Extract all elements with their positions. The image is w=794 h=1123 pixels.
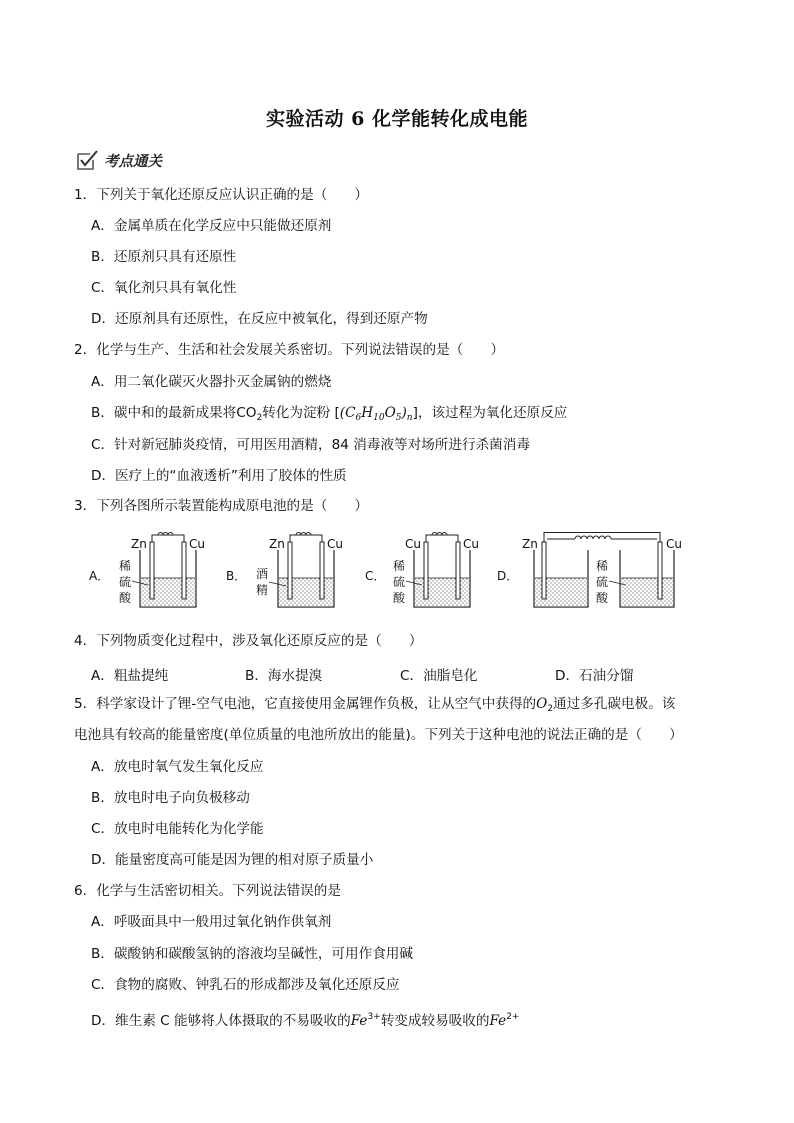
svg-text:酸: 酸 xyxy=(119,591,132,605)
svg-text:Cu: Cu xyxy=(405,537,421,551)
svg-text:酸: 酸 xyxy=(596,591,609,605)
question-5-option-b: B．放电时电子向负极移动 xyxy=(91,790,250,806)
question-2-option-c: C．针对新冠肺炎疫情，可用医用酒精，84 消毒液等对场所进行杀菌消毒 xyxy=(91,437,530,453)
svg-text:硫: 硫 xyxy=(596,575,609,589)
question-5-stem-line-2: 电池具有较高的能量密度(单位质量的电池所放出的能量)。下列关于这种电池的说法正确的是（ ） xyxy=(74,727,683,743)
svg-text:Zn: Zn xyxy=(522,537,538,551)
question-4-option-c: C．油脂皂化 xyxy=(400,668,478,684)
question-6-stem: 6．化学与生活密切相关。下列说法错误的是 xyxy=(74,883,341,899)
starch-formula: $(C_6H_{10}O_5)_n$ xyxy=(339,405,413,423)
question-5-option-d: D．能量密度高可能是因为锂的相对原子质量小 xyxy=(91,852,374,868)
question-4-option-d: D．石油分馏 xyxy=(555,668,634,684)
svg-text:稀: 稀 xyxy=(119,559,132,573)
question-1-option-d: D．还原剂具有还原性，在反应中被氧化，得到还原产物 xyxy=(91,311,428,327)
svg-text:Cu: Cu xyxy=(463,537,479,551)
svg-text:Cu: Cu xyxy=(327,537,343,551)
question-4-stem: 4．下列物质变化过程中，涉及氧化还原反应的是（ ） xyxy=(74,633,423,649)
svg-text:Cu: Cu xyxy=(189,537,205,551)
svg-text:稀: 稀 xyxy=(393,559,406,573)
question-6-option-d: D．维生素 C 能够将人体摄取的不易吸收的$Fe^{3+}$转变成较易吸收的$Fe^{2+}$ xyxy=(91,1012,520,1029)
question-1-option-c: C．氧化剂只具有氧化性 xyxy=(91,280,237,296)
section-label: 考点通关 xyxy=(104,153,162,170)
question-3-stem: 3．下列各图所示装置能构成原电池的是（ ） xyxy=(74,498,369,514)
svg-text:稀: 稀 xyxy=(596,559,609,573)
checklist-icon xyxy=(74,148,100,172)
question-6-option-b: B．碳酸钠和碳酸氢钠的溶液均呈碱性，可用作食用碱 xyxy=(91,946,413,962)
svg-text:A．: A． xyxy=(89,569,110,583)
question-2-option-d: D．医疗上的“血液透析”利用了胶体的性质 xyxy=(91,468,347,484)
question-1-option-a: A．金属单质在化学反应中只能做还原剂 xyxy=(91,218,332,234)
svg-text:C．: C． xyxy=(365,569,386,583)
question-6-option-a: A．呼吸面具中一般用过氧化钠作供氧剂 xyxy=(91,914,332,930)
page-title: 实验活动 6 化学能转化成电能 xyxy=(266,108,528,130)
question-5-option-a: A．放电时氧气发生氧化反应 xyxy=(91,759,264,775)
question-1-option-b: B．还原剂只具有还原性 xyxy=(91,249,237,265)
svg-text:硫: 硫 xyxy=(393,575,406,589)
svg-text:Zn: Zn xyxy=(131,537,147,551)
question-2-stem: 2．化学与生产、生活和社会发展关系密切。下列说法错误的是（ ） xyxy=(74,342,505,358)
question-4-option-b: B．海水提溴 xyxy=(245,668,323,684)
svg-text:酒: 酒 xyxy=(256,567,269,581)
question-1-stem: 1．下列关于氧化还原反应认识正确的是（ ） xyxy=(74,187,369,203)
question-5-stem-line-1: 5．科学家设计了锂-空气电池，它直接使用金属锂作负极，让从空气中获得的$O_2$通过多孔碳电极。该 xyxy=(74,696,676,714)
diagram-option-b xyxy=(226,533,343,608)
svg-text:D．: D． xyxy=(497,569,519,583)
svg-text:精: 精 xyxy=(256,583,269,597)
question-2-option-b: B．碳中和的最新成果将$CO_2$转化为淀粉 $[(C_6H_{10}O_5)_n]$，该过程为氧化还原反应 xyxy=(91,405,568,423)
svg-text:Zn: Zn xyxy=(269,537,285,551)
svg-text:硫: 硫 xyxy=(119,575,132,589)
question-4-options xyxy=(91,664,731,684)
question-2-option-a: A．用二氧化碳灭火器扑灭金属钠的燃烧 xyxy=(91,374,332,390)
diagram-option-c xyxy=(365,533,479,608)
svg-text:B．: B． xyxy=(226,569,247,583)
diagram-option-d xyxy=(497,533,682,608)
diagram-option-a xyxy=(89,533,205,608)
question-6-option-c: C．食物的腐败、钟乳石的形成都涉及氧化还原反应 xyxy=(91,977,400,993)
question-5-option-c: C．放电时电能转化为化学能 xyxy=(91,821,264,837)
svg-text:Cu: Cu xyxy=(666,537,682,551)
svg-text:酸: 酸 xyxy=(393,591,406,605)
question-4-option-a: A．粗盐提纯 xyxy=(91,668,169,684)
section-header xyxy=(74,148,162,172)
galvanic-cell-diagrams xyxy=(88,532,698,618)
